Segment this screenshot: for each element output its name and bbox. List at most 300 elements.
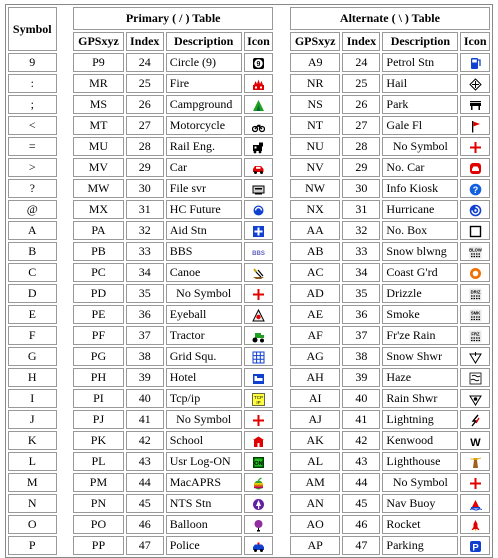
primary-description-cell: Motorcycle [166, 116, 242, 135]
nav-buoy-icon [469, 498, 482, 511]
column-gap [59, 473, 72, 492]
column-gap [275, 221, 288, 240]
tcpip-icon [252, 393, 265, 406]
symbol-cell: K [8, 431, 57, 450]
primary-icon-cell [244, 473, 274, 492]
primary-description-cell: No Symbol [166, 284, 242, 303]
column-gap [59, 305, 72, 324]
column-gap [275, 263, 288, 282]
alternate-description-cell: Nav Buoy [382, 494, 458, 513]
symbol-cell: J [8, 410, 57, 429]
symbol-cell: 9 [8, 53, 57, 72]
primary-index-cell: 36 [126, 305, 164, 324]
primary-index-cell: 28 [126, 137, 164, 156]
primary-icon-cell [244, 284, 274, 303]
alternate-description-cell: Rain Shwr [382, 389, 458, 408]
column-gap [59, 536, 72, 555]
alternate-gpsxyz-cell: AP [290, 536, 341, 555]
primary-icon-cell [244, 53, 274, 72]
primary-icon-cell [244, 158, 274, 177]
primary-gpsxyz-cell: MX [73, 200, 124, 219]
primary-index-header: Index [126, 32, 164, 51]
column-gap [275, 116, 288, 135]
hc-future-icon [252, 204, 265, 217]
primary-icon-cell [244, 200, 274, 219]
red-car-icon [469, 162, 482, 175]
alternate-index-cell: 25 [342, 74, 380, 93]
petrol-pump-icon [469, 57, 482, 70]
aprs-symbol-table [5, 4, 493, 558]
alternate-index-cell: 32 [342, 221, 380, 240]
primary-index-cell: 25 [126, 74, 164, 93]
primary-description-cell: Balloon [166, 515, 242, 534]
alternate-icon-cell [460, 515, 490, 534]
symbol-table-page [5, 4, 493, 553]
table-row [8, 53, 490, 72]
primary-description-cell: Hotel [166, 368, 242, 387]
kenwood-icon [469, 435, 482, 448]
column-gap [59, 389, 72, 408]
column-gap [59, 515, 72, 534]
alternate-index-cell: 39 [342, 368, 380, 387]
symbol-rows [8, 53, 490, 555]
alternate-description-cell: No Symbol [382, 473, 458, 492]
canoe-icon [252, 267, 265, 280]
primary-icon-cell [244, 242, 274, 261]
primary-description-cell: MacAPRS [166, 473, 242, 492]
plus-icon [252, 288, 265, 301]
table-row [8, 263, 490, 282]
alternate-index-cell: 28 [342, 137, 380, 156]
primary-index-cell: 30 [126, 179, 164, 198]
column-gap [59, 95, 72, 114]
alternate-gpsxyz-cell: NS [290, 95, 341, 114]
primary-index-cell: 45 [126, 494, 164, 513]
car-icon [252, 162, 265, 175]
primary-description-cell: Rail Eng. [166, 137, 242, 156]
column-gap [59, 179, 72, 198]
column-gap [275, 53, 288, 72]
lighthouse-icon [469, 456, 482, 469]
primary-icon-cell [244, 137, 274, 156]
svg-text:W: W [469, 436, 481, 448]
primary-description-cell: Police [166, 536, 242, 555]
alternate-icon-cell [460, 536, 490, 555]
column-gap [275, 473, 288, 492]
alternate-icon-cell [460, 410, 490, 429]
alternate-icon-cell [460, 242, 490, 261]
primary-index-cell: 34 [126, 263, 164, 282]
primary-index-cell: 33 [126, 242, 164, 261]
alternate-icon-cell [460, 347, 490, 366]
primary-description-cell: No Symbol [166, 410, 242, 429]
primary-icon-cell [244, 95, 274, 114]
table-row [8, 305, 490, 324]
symbol-cell: I [8, 389, 57, 408]
column-gap [59, 431, 72, 450]
column-gap [59, 410, 72, 429]
symbol-cell: E [8, 305, 57, 324]
column-gap [59, 7, 72, 51]
column-gap [59, 452, 72, 471]
bbs-icon [252, 246, 265, 259]
primary-index-cell: 41 [126, 410, 164, 429]
primary-gpsxyz-header: GPSxyz [73, 32, 124, 51]
smoke-icon [469, 309, 482, 322]
alternate-description-cell: Smoke [382, 305, 458, 324]
column-gap [59, 200, 72, 219]
primary-index-cell: 24 [126, 53, 164, 72]
alternate-icon-cell [460, 95, 490, 114]
primary-icon-cell [244, 368, 274, 387]
alternate-description-header: Description [382, 32, 458, 51]
box-icon [469, 225, 482, 238]
column-gap [275, 368, 288, 387]
alternate-index-cell: 29 [342, 158, 380, 177]
table-row [8, 368, 490, 387]
column-gap [275, 242, 288, 261]
eyeball-icon [252, 309, 265, 322]
primary-description-cell: School [166, 431, 242, 450]
plus-icon [469, 477, 482, 490]
primary-description-cell: Grid Squ. [166, 347, 242, 366]
alternate-index-cell: 41 [342, 410, 380, 429]
primary-description-cell: File svr [166, 179, 242, 198]
column-gap [275, 305, 288, 324]
primary-gpsxyz-cell: MV [73, 158, 124, 177]
primary-gpsxyz-cell: P9 [73, 53, 124, 72]
alternate-index-cell: 30 [342, 179, 380, 198]
alternate-icon-cell [460, 305, 490, 324]
group-header-row [8, 7, 490, 30]
column-gap [59, 284, 72, 303]
svg-text:?: ? [472, 184, 478, 195]
alternate-description-cell: Hail [382, 74, 458, 93]
hail-icon [469, 78, 482, 91]
column-gap [275, 95, 288, 114]
alternate-icon-cell [460, 179, 490, 198]
primary-gpsxyz-cell: PG [73, 347, 124, 366]
column-gap [59, 242, 72, 261]
alternate-icon-cell [460, 473, 490, 492]
column-gap [275, 179, 288, 198]
alternate-icon-cell [460, 431, 490, 450]
column-gap [59, 326, 72, 345]
svg-text:BLOW: BLOW [468, 247, 482, 253]
alternate-icon-cell [460, 284, 490, 303]
rain-shower-icon [469, 393, 482, 406]
alternate-gpsxyz-cell: NT [290, 116, 341, 135]
column-gap [275, 494, 288, 513]
primary-index-cell: 42 [126, 431, 164, 450]
primary-index-cell: 26 [126, 95, 164, 114]
symbol-cell: B [8, 242, 57, 261]
primary-icon-cell [244, 263, 274, 282]
primary-gpsxyz-cell: MU [73, 137, 124, 156]
alternate-gpsxyz-cell: NR [290, 74, 341, 93]
column-gap [59, 494, 72, 513]
primary-icon-cell [244, 410, 274, 429]
primary-gpsxyz-cell: PE [73, 305, 124, 324]
table-row [8, 74, 490, 93]
coast-guard-icon [469, 267, 482, 280]
primary-icon-cell [244, 536, 274, 555]
alternate-gpsxyz-cell: AD [290, 284, 341, 303]
symbol-cell: H [8, 368, 57, 387]
symbol-cell: G [8, 347, 57, 366]
primary-description-cell: Eyeball [166, 305, 242, 324]
alternate-gpsxyz-cell: AI [290, 389, 341, 408]
column-gap [275, 389, 288, 408]
alternate-gpsxyz-cell: A9 [290, 53, 341, 72]
alternate-index-cell: 40 [342, 389, 380, 408]
primary-gpsxyz-cell: MW [73, 179, 124, 198]
table-row [8, 326, 490, 345]
alternate-description-cell: No. Box [382, 221, 458, 240]
alternate-index-cell: 36 [342, 305, 380, 324]
column-gap [59, 116, 72, 135]
primary-description-cell: Tcp/ip [166, 389, 242, 408]
primary-gpsxyz-cell: PC [73, 263, 124, 282]
drizzle-icon [469, 288, 482, 301]
alternate-icon-header: Icon [460, 32, 490, 51]
alternate-description-cell: Fr'ze Rain [382, 326, 458, 345]
primary-icon-cell [244, 221, 274, 240]
apple-icon [252, 477, 265, 490]
table-row [8, 515, 490, 534]
symbol-cell: = [8, 137, 57, 156]
alternate-description-cell: Park [382, 95, 458, 114]
lightning-icon [469, 414, 482, 427]
primary-description-cell: Usr Log-ON [166, 452, 242, 471]
aid-station-icon [252, 225, 265, 238]
symbol-cell: D [8, 284, 57, 303]
table-row [8, 389, 490, 408]
primary-icon-cell [244, 305, 274, 324]
svg-text:P: P [471, 542, 479, 553]
column-gap [59, 53, 72, 72]
primary-description-cell: Aid Stn [166, 221, 242, 240]
snow-shower-icon [469, 351, 482, 364]
alternate-index-cell: 34 [342, 263, 380, 282]
alternate-gpsxyz-cell: NX [290, 200, 341, 219]
primary-description-cell: Fire [166, 74, 242, 93]
alternate-index-cell: 33 [342, 242, 380, 261]
alternate-gpsxyz-cell: AF [290, 326, 341, 345]
haze-icon [469, 372, 482, 385]
primary-gpsxyz-cell: MS [73, 95, 124, 114]
primary-gpsxyz-cell: PP [73, 536, 124, 555]
table-row [8, 473, 490, 492]
primary-description-cell: Circle (9) [166, 53, 242, 72]
column-gap [275, 200, 288, 219]
column-gap [275, 515, 288, 534]
symbol-cell: ; [8, 95, 57, 114]
column-gap [275, 74, 288, 93]
primary-index-cell: 39 [126, 368, 164, 387]
fire-icon [252, 78, 265, 91]
column-gap [59, 74, 72, 93]
symbol-cell: C [8, 263, 57, 282]
column-gap [59, 368, 72, 387]
alternate-description-cell: Rocket [382, 515, 458, 534]
alternate-gpsxyz-cell: NU [290, 137, 341, 156]
column-gap [275, 137, 288, 156]
alternate-icon-cell [460, 221, 490, 240]
info-icon [469, 183, 482, 196]
svg-text:TCP: TCP [253, 394, 263, 400]
table-row [8, 200, 490, 219]
primary-description-cell: Tractor [166, 326, 242, 345]
primary-index-cell: 47 [126, 536, 164, 555]
primary-gpsxyz-cell: PI [73, 389, 124, 408]
primary-index-cell: 43 [126, 452, 164, 471]
balloon-icon [252, 519, 265, 532]
primary-description-cell: Car [166, 158, 242, 177]
alternate-icon-cell [460, 137, 490, 156]
rail-engine-icon [252, 141, 265, 154]
alternate-gpsxyz-cell: NV [290, 158, 341, 177]
freezing-rain-icon [469, 330, 482, 343]
symbol-cell: : [8, 74, 57, 93]
gale-flag-icon [469, 120, 482, 133]
alternate-description-cell: Snow Shwr [382, 347, 458, 366]
alternate-icon-cell [460, 74, 490, 93]
alternate-index-cell: 31 [342, 200, 380, 219]
alternate-gpsxyz-cell: AB [290, 242, 341, 261]
alternate-icon-cell [460, 368, 490, 387]
primary-icon-cell [244, 347, 274, 366]
alternate-gpsxyz-cell: AE [290, 305, 341, 324]
primary-gpsxyz-cell: PM [73, 473, 124, 492]
alternate-description-cell: Lightning [382, 410, 458, 429]
alternate-index-cell: 38 [342, 347, 380, 366]
primary-index-cell: 40 [126, 389, 164, 408]
column-gap [59, 347, 72, 366]
table-row [8, 452, 490, 471]
hurricane-icon [469, 204, 482, 217]
primary-description-cell: Campground [166, 95, 242, 114]
alternate-description-cell: Drizzle [382, 284, 458, 303]
symbol-cell: < [8, 116, 57, 135]
primary-icon-cell [244, 326, 274, 345]
symbol-cell: ? [8, 179, 57, 198]
plus-icon [252, 414, 265, 427]
alternate-icon-cell [460, 494, 490, 513]
alternate-gpsxyz-cell: AA [290, 221, 341, 240]
alternate-gpsxyz-cell: AL [290, 452, 341, 471]
column-gap [275, 536, 288, 555]
alternate-icon-cell [460, 326, 490, 345]
primary-index-cell: 44 [126, 473, 164, 492]
table-row [8, 95, 490, 114]
alternate-icon-cell [460, 263, 490, 282]
alternate-icon-cell [460, 200, 490, 219]
table-row [8, 494, 490, 513]
primary-description-cell: BBS [166, 242, 242, 261]
symbol-cell: @ [8, 200, 57, 219]
symbol-cell: A [8, 221, 57, 240]
primary-index-cell: 27 [126, 116, 164, 135]
alternate-index-header: Index [342, 32, 380, 51]
primary-description-cell: NTS Stn [166, 494, 242, 513]
school-icon [252, 435, 265, 448]
table-row [8, 179, 490, 198]
primary-index-cell: 29 [126, 158, 164, 177]
alternate-description-cell: Kenwood [382, 431, 458, 450]
column-gap [59, 221, 72, 240]
alternate-description-cell: No Symbol [382, 137, 458, 156]
primary-gpsxyz-cell: PK [73, 431, 124, 450]
rocket-icon [469, 519, 482, 532]
alternate-gpsxyz-cell: AC [290, 263, 341, 282]
primary-index-cell: 35 [126, 284, 164, 303]
primary-gpsxyz-cell: PF [73, 326, 124, 345]
svg-text:SMK: SMK [470, 310, 480, 316]
column-gap [275, 347, 288, 366]
table-row [8, 221, 490, 240]
tent-icon [252, 99, 265, 112]
table-row [8, 116, 490, 135]
column-header-row [8, 32, 490, 51]
column-gap [275, 7, 288, 51]
symbol-cell: N [8, 494, 57, 513]
alternate-gpsxyz-cell: AK [290, 431, 341, 450]
alternate-index-cell: 35 [342, 284, 380, 303]
column-gap [275, 452, 288, 471]
svg-text:FRZ: FRZ [471, 331, 480, 337]
primary-gpsxyz-cell: PL [73, 452, 124, 471]
alternate-description-cell: No. Car [382, 158, 458, 177]
svg-text:ON: ON [254, 460, 263, 467]
alternate-gpsxyz-cell: AG [290, 347, 341, 366]
table-row [8, 347, 490, 366]
alternate-icon-cell [460, 53, 490, 72]
table-row [8, 242, 490, 261]
table-row [8, 284, 490, 303]
column-gap [59, 137, 72, 156]
snow-blowing-icon [469, 246, 482, 259]
alternate-gpsxyz-cell: AN [290, 494, 341, 513]
table-row [8, 410, 490, 429]
alternate-index-cell: 37 [342, 326, 380, 345]
table-row [8, 158, 490, 177]
primary-index-cell: 38 [126, 347, 164, 366]
primary-description-cell: Canoe [166, 263, 242, 282]
alternate-index-cell: 26 [342, 95, 380, 114]
hotel-icon [252, 372, 265, 385]
alternate-index-cell: 27 [342, 116, 380, 135]
primary-index-cell: 37 [126, 326, 164, 345]
tractor-icon [252, 330, 265, 343]
file-server-icon [252, 183, 265, 196]
alternate-icon-cell [460, 389, 490, 408]
alternate-index-cell: 42 [342, 431, 380, 450]
symbol-cell: F [8, 326, 57, 345]
alternate-description-cell: Parking [382, 536, 458, 555]
grid-square-icon [252, 351, 265, 364]
primary-gpsxyz-cell: PO [73, 515, 124, 534]
svg-text:IP: IP [256, 399, 261, 405]
alternate-index-cell: 44 [342, 473, 380, 492]
primary-icon-header: Icon [244, 32, 274, 51]
symbol-cell: M [8, 473, 57, 492]
primary-gpsxyz-cell: PH [73, 368, 124, 387]
alternate-index-cell: 43 [342, 452, 380, 471]
plus-icon [469, 141, 482, 154]
primary-icon-cell [244, 494, 274, 513]
symbol-cell: P [8, 536, 57, 555]
